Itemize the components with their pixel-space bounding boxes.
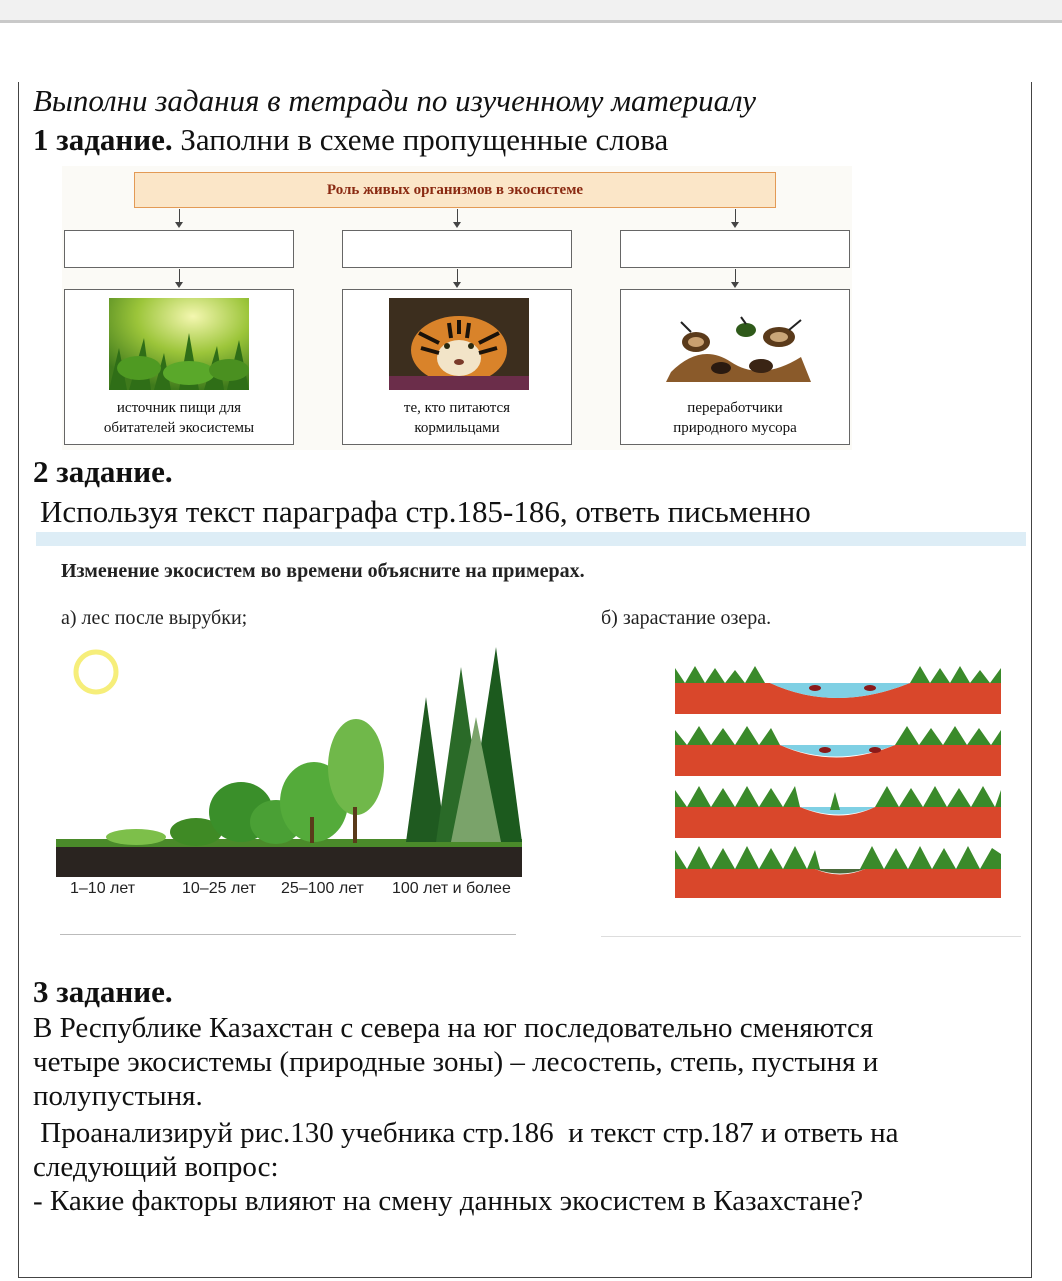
task3-line: В Республике Казахстан с севера на юг последовательно сменяются xyxy=(33,1012,874,1044)
card-label: те, кто питаются кормильцами xyxy=(403,400,511,436)
lake-stage-1 xyxy=(675,666,1001,714)
intro-text: Выполни задания в тетради по изученному материалу xyxy=(33,83,756,118)
item-a-label: а) лес после вырубки; xyxy=(61,607,248,629)
divider xyxy=(601,936,1021,937)
scheme-title: Роль живых организмов в экосистеме xyxy=(134,172,776,208)
task1-text: Заполни в схеме пропущенные слова xyxy=(172,122,669,157)
figure-title: Изменение экосистем во времени объясните на примерах. xyxy=(61,560,585,582)
divider xyxy=(60,934,516,935)
arrow-down-icon xyxy=(179,209,180,223)
top-toolbar-strip xyxy=(0,0,1062,23)
age-label: 100 лет и более xyxy=(392,880,511,897)
task3-question: - Какие факторы влияют на смену данных экосистем в Казахстане? xyxy=(33,1185,864,1217)
scheme-card-consumers xyxy=(342,289,572,445)
forest-succession-image xyxy=(56,627,536,877)
age-label: 25–100 лет xyxy=(281,880,364,897)
beetles-image xyxy=(661,302,813,384)
scheme-card-decomposers xyxy=(620,289,850,445)
task3-line: Проанализируй рис.130 учебника стр.186 и текст стр.187 и ответь на xyxy=(33,1117,899,1149)
lake-stage-2 xyxy=(675,726,1001,776)
tiger-image xyxy=(389,298,529,390)
age-label: 1–10 лет xyxy=(70,880,136,897)
arrow-down-icon xyxy=(457,269,458,283)
task2-heading: 2 задание. xyxy=(33,454,173,489)
figure-header-strip xyxy=(36,532,1026,546)
lake-overgrowth-image xyxy=(675,658,1001,898)
lake-stage-4 xyxy=(675,846,1001,898)
task3-line: полупустыня. xyxy=(33,1080,203,1112)
task3-heading: 3 задание. xyxy=(33,974,173,1009)
task1-line xyxy=(33,122,668,158)
ecosystem-change-figure xyxy=(36,532,1026,940)
blank-box-2 xyxy=(342,230,572,268)
task3-line: следующий вопрос: xyxy=(33,1151,279,1183)
arrow-down-icon xyxy=(179,269,180,283)
scheme-card-producers xyxy=(64,289,294,445)
lake-stage-3 xyxy=(675,786,1001,838)
arrow-down-icon xyxy=(735,269,736,283)
card-label: источник пищи для обитателей экосистемы xyxy=(103,400,255,436)
blank-box-1 xyxy=(64,230,294,268)
arrow-down-icon xyxy=(735,209,736,223)
blank-box-3 xyxy=(620,230,850,268)
task3-line: четыре экосистемы (природные зоны) – лесостепь, степь, пустыня и xyxy=(33,1046,879,1078)
card-label: переработчики природного мусора xyxy=(673,400,797,436)
age-label: 10–25 лет xyxy=(182,880,256,897)
green-plants-image xyxy=(109,298,249,390)
task2-text: Используя текст параграфа стр.185-186, ответь письменно xyxy=(40,494,811,529)
arrow-down-icon xyxy=(457,209,458,223)
task1-heading: 1 задание. xyxy=(33,122,173,157)
item-b-label: б) зарастание озера. xyxy=(601,607,772,629)
